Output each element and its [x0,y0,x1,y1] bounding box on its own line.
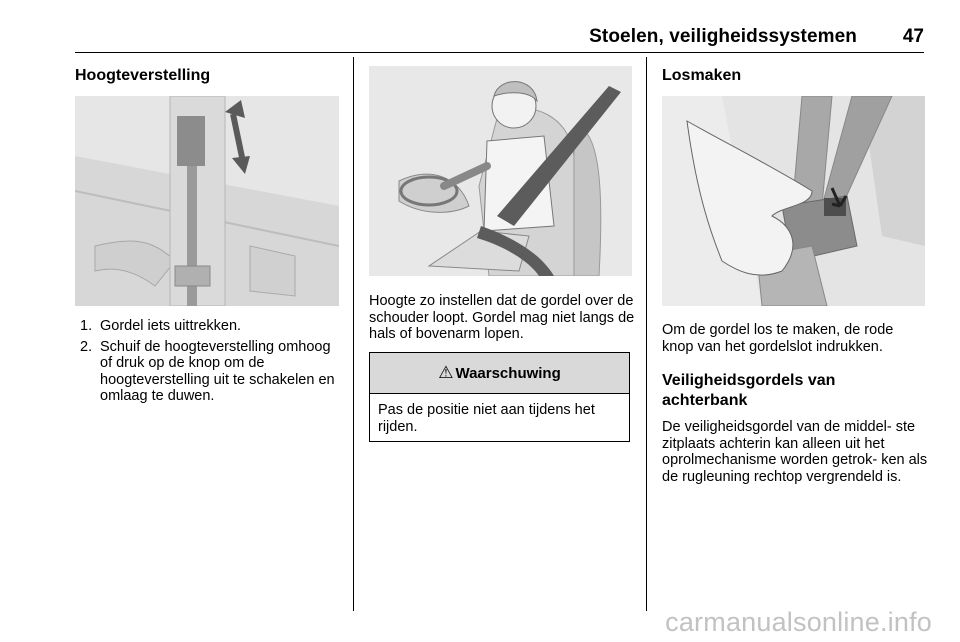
column-divider-right [646,57,647,611]
step-text: Schuif de hoogteverstelling omhoog of druk op de knop om de hoogteverstelling uit te schakelen en omlaag te duwen. [100,338,335,404]
header-divider [75,52,924,53]
list-item [80,318,342,335]
step-number: 2. [80,338,93,355]
rear-seatbelt-instruction: De veiligheidsgordel van de middel- ste zitplaats achterin kan alleen uit het oprolmechanisme worden getrok- ken als de rugleuning rechtop vergrendeld is. [662,419,928,485]
page-header-title: Stoelen, veiligheidssystemen [589,26,857,47]
warning-text: Pas de positie niet aan tijdens het rijden. [378,402,595,435]
step-number: 1. [80,318,93,334]
warning-title: Waarschuwing [455,364,561,382]
warning-header [370,353,629,394]
page-number: 47 [902,26,924,47]
column-divider-left [353,57,354,611]
driver-wearing-seatbelt-illustration [369,66,632,276]
release-instruction: Om de gordel los te maken, de rode knop van het gordelslot indrukken. [662,322,894,355]
section-heading-height-adjustment: Hoogteverstelling [75,67,211,84]
shoulder-belt-instruction: Hoogte zo instellen dat de gordel over de schouder loopt. Gordel mag niet langs de hals of bovenarm lopen. [369,293,635,342]
seatbelt-buckle-release-illustration [662,96,925,306]
warning-box [369,352,630,442]
warning-triangle-icon: ⚠ [438,363,454,382]
adjustment-steps-list [80,318,342,409]
seatbelt-height-adjuster-illustration [75,96,339,306]
list-item [80,339,342,405]
watermark-text: carmanualsonline.info [665,607,932,637]
section-heading-rear-seatbelts: Veiligheidsgordels van achterbank [662,372,836,409]
step-text: Gordel iets uittrekken. [100,318,242,334]
section-heading-release: Losmaken [662,67,742,84]
